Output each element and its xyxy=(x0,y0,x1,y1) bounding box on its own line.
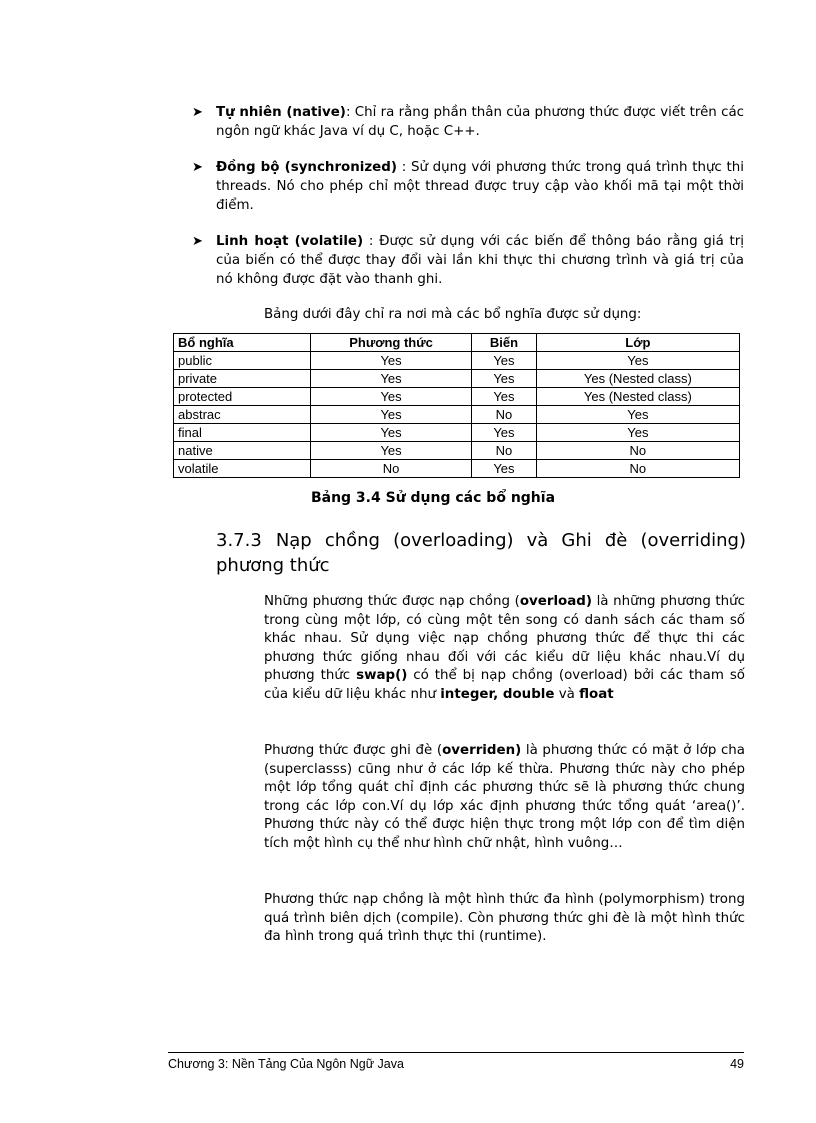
table-header-row xyxy=(174,334,740,352)
cell: Yes xyxy=(472,388,537,406)
page-number: 49 xyxy=(730,1057,744,1071)
table-row xyxy=(174,442,740,460)
cell: final xyxy=(174,424,311,442)
cell: Yes xyxy=(311,388,472,406)
arrow-right-icon: ➤ xyxy=(192,105,203,120)
cell: private xyxy=(174,370,311,388)
cell: Yes xyxy=(472,460,537,478)
cell: No xyxy=(536,442,739,460)
cell: Yes xyxy=(536,406,739,424)
cell: Yes xyxy=(536,352,739,370)
cell: Yes xyxy=(472,352,537,370)
header-variable: Biến xyxy=(472,334,537,352)
paragraph-polymorphism: Phương thức nạp chồng là một hình thức đa hình (polymorphism) trong quá trình biên dịch (compile). Còn phương thức ghi đè là một hình thức đa hình trong quá trình thực thi (runtime). xyxy=(264,892,745,945)
cell: No xyxy=(536,460,739,478)
cell: protected xyxy=(174,388,311,406)
table-row xyxy=(174,388,740,406)
cell: Yes xyxy=(472,370,537,388)
footer-chapter: Chương 3: Nền Tảng Của Ngôn Ngữ Java xyxy=(168,1057,404,1071)
cell: Yes xyxy=(311,424,472,442)
cell: Yes xyxy=(311,370,472,388)
header-method: Phương thức xyxy=(311,334,472,352)
table-row xyxy=(174,406,740,424)
bullet-native xyxy=(192,103,744,141)
table-row xyxy=(174,352,740,370)
table-caption: Bảng 3.4 Sử dụng các bổ nghĩa xyxy=(310,490,556,506)
footer-divider xyxy=(168,1052,744,1053)
table-row xyxy=(174,370,740,388)
cell: abstrac xyxy=(174,406,311,424)
modifiers-table xyxy=(173,333,740,478)
cell: Yes xyxy=(311,352,472,370)
table-row xyxy=(174,424,740,442)
header-class: Lớp xyxy=(536,334,739,352)
table-intro: Bảng dưới đây chỉ ra nơi mà các bổ nghĩa được sử dụng: xyxy=(264,307,642,322)
bullet-synchronized xyxy=(192,158,744,215)
arrow-right-icon: ➤ xyxy=(192,160,203,175)
bullet-text: Linh hoạt (volatile) : Được sử dụng với các biến để thông báo rằng giá trị của biến có thể được thay đổi vài lần khi thực thi chương trình và giá trị của nó không được đặt vào thanh ghi. xyxy=(216,234,745,287)
cell: Yes xyxy=(311,442,472,460)
arrow-right-icon: ➤ xyxy=(192,234,203,249)
section-heading xyxy=(216,528,746,578)
bullet-text: Đồng bộ (synchronized) : Sử dụng với phương thức trong quá trình thực thi threads. Nó cho phép chỉ một thread được truy cập vào khối mã tại một thời điểm. xyxy=(216,160,744,213)
bullet-text: Tự nhiên (native): Chỉ ra rằng phần thân của phương thức được viết trên các ngôn ngữ khác Java ví dụ C, hoặc C++. xyxy=(216,105,745,139)
cell: No xyxy=(472,406,537,424)
paragraph-overriding: Phương thức được ghi đè (overriden) là phương thức có mặt ở lớp cha (superclasss) cũng như ở các lớp kế thừa. Phương thức này cho phép một lớp tổng quát chỉ định các phương thức sẽ là phương thức chung trong các lớp con.Ví dụ lớp xác định phương thức tổng quát ‘area()’. Phương thức này có thể được hiện thực trong một lớp con để tìm diện tích một hình cụ thể như hình chữ nhật, hình vuông… xyxy=(264,743,746,851)
header-modifier: Bổ nghĩa xyxy=(174,334,311,352)
bullet-volatile xyxy=(192,232,744,289)
cell: No xyxy=(311,460,472,478)
cell: public xyxy=(174,352,311,370)
cell: native xyxy=(174,442,311,460)
cell: Yes xyxy=(536,424,739,442)
section-title: Nạp chồng (overloading) và Ghi đè (overriding) phương thức xyxy=(216,530,746,576)
table-row xyxy=(174,460,740,478)
cell: Yes (Nested class) xyxy=(536,370,739,388)
cell: volatile xyxy=(174,460,311,478)
cell: Yes (Nested class) xyxy=(536,388,739,406)
cell: No xyxy=(472,442,537,460)
cell: Yes xyxy=(472,424,537,442)
cell: Yes xyxy=(311,406,472,424)
paragraph-overloading: Những phương thức được nạp chồng (overload) là những phương thức trong cùng một lớp, có cùng một tên song có danh sách các tham số khác nhau. Sử dụng việc nạp chồng phương thức để thực thi các phương thức giống nhau đối với các kiểu dữ liệu khác nhau.Ví dụ phương thức swap() có thể bị nạp chồng (overload) bởi các tham số của kiểu dữ liệu khác như integer, double và float xyxy=(264,594,746,702)
section-number: 3.7.3 xyxy=(216,530,262,551)
